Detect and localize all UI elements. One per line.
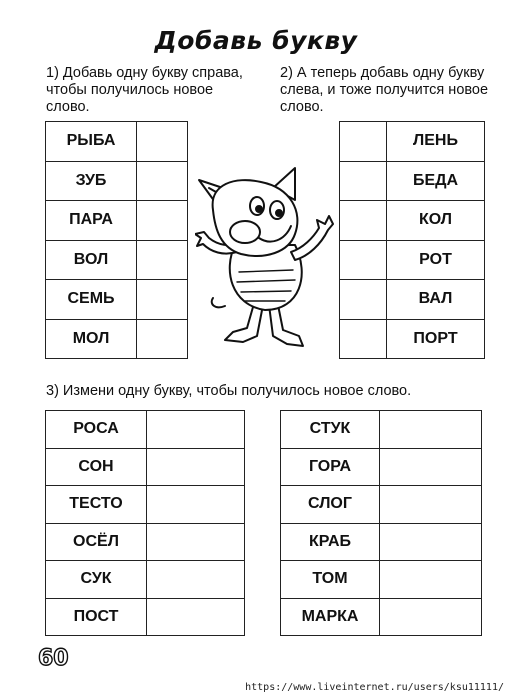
table-row bbox=[281, 448, 482, 486]
task1-instruction: 1) Добавь одну букву справа, чтобы получилось новое слово. bbox=[46, 65, 243, 115]
word-cell: СЛОГ bbox=[281, 486, 380, 524]
table-row bbox=[46, 280, 188, 320]
task2-table bbox=[339, 121, 485, 359]
task2-instruction: 2) А теперь добавь одну букву слева, и тоже получится новое слово. bbox=[280, 65, 489, 115]
table-row bbox=[281, 486, 482, 524]
page-title: Добавь букву bbox=[154, 26, 358, 55]
table-row bbox=[46, 122, 188, 162]
answer-cell[interactable] bbox=[380, 486, 482, 524]
task3-right-table bbox=[280, 410, 482, 636]
answer-cell[interactable] bbox=[380, 598, 482, 636]
answer-cell[interactable] bbox=[147, 448, 245, 486]
word-cell: КОЛ bbox=[387, 201, 485, 241]
word-cell: ПОСТ bbox=[46, 598, 147, 636]
task3-instruction: 3) Измени одну букву, чтобы получилось новое слово. bbox=[46, 383, 412, 399]
word-cell: ЗУБ bbox=[46, 161, 137, 201]
answer-cell[interactable] bbox=[380, 561, 482, 599]
word-cell: ЛЕНЬ bbox=[387, 122, 485, 162]
table-row bbox=[340, 201, 485, 241]
word-cell: ВАЛ bbox=[387, 280, 485, 320]
table-row bbox=[340, 280, 485, 320]
answer-cell[interactable] bbox=[137, 240, 188, 280]
task3-left-table bbox=[45, 410, 245, 636]
word-cell: СТУК bbox=[281, 411, 380, 449]
table-row bbox=[340, 319, 485, 359]
word-cell: ВОЛ bbox=[46, 240, 137, 280]
word-cell: БЕДА bbox=[387, 161, 485, 201]
answer-cell[interactable] bbox=[147, 561, 245, 599]
table-row bbox=[46, 598, 245, 636]
word-cell: РОСА bbox=[46, 411, 147, 449]
word-cell: МАРКА bbox=[281, 598, 380, 636]
answer-cell[interactable] bbox=[340, 122, 387, 162]
answer-cell[interactable] bbox=[340, 240, 387, 280]
table-row bbox=[46, 486, 245, 524]
word-cell: СЕМЬ bbox=[46, 280, 137, 320]
answer-cell[interactable] bbox=[380, 448, 482, 486]
answer-cell[interactable] bbox=[340, 280, 387, 320]
table-row bbox=[281, 598, 482, 636]
table-row bbox=[46, 411, 245, 449]
table-row bbox=[281, 523, 482, 561]
word-cell: ТЕСТО bbox=[46, 486, 147, 524]
table-row bbox=[340, 161, 485, 201]
cartoon-mascot-illustration bbox=[195, 160, 340, 355]
word-cell: СОН bbox=[46, 448, 147, 486]
table-row bbox=[46, 561, 245, 599]
answer-cell[interactable] bbox=[147, 411, 245, 449]
word-cell: ОСЁЛ bbox=[46, 523, 147, 561]
table-row bbox=[46, 319, 188, 359]
answer-cell[interactable] bbox=[137, 122, 188, 162]
word-cell: МОЛ bbox=[46, 319, 137, 359]
watermark-url: https://www.liveinternet.ru/users/ksu11111/ bbox=[245, 682, 504, 693]
word-cell: ТОМ bbox=[281, 561, 380, 599]
answer-cell[interactable] bbox=[380, 523, 482, 561]
table-row bbox=[46, 448, 245, 486]
word-cell: ПАРА bbox=[46, 201, 137, 241]
answer-cell[interactable] bbox=[137, 161, 188, 201]
answer-cell[interactable] bbox=[137, 280, 188, 320]
word-cell: СУК bbox=[46, 561, 147, 599]
page-number: 60 bbox=[38, 646, 69, 671]
table-row bbox=[340, 240, 485, 280]
word-cell: КРАБ bbox=[281, 523, 380, 561]
answer-cell[interactable] bbox=[340, 161, 387, 201]
answer-cell[interactable] bbox=[147, 523, 245, 561]
word-cell: ПОРТ bbox=[387, 319, 485, 359]
word-cell: ГОРА bbox=[281, 448, 380, 486]
answer-cell[interactable] bbox=[340, 319, 387, 359]
word-cell: РОТ bbox=[387, 240, 485, 280]
table-row bbox=[281, 411, 482, 449]
answer-cell[interactable] bbox=[137, 201, 188, 241]
answer-cell[interactable] bbox=[147, 598, 245, 636]
table-row bbox=[46, 523, 245, 561]
word-cell: РЫБА bbox=[46, 122, 137, 162]
task1-table bbox=[45, 121, 188, 359]
answer-cell[interactable] bbox=[147, 486, 245, 524]
answer-cell[interactable] bbox=[340, 201, 387, 241]
table-row bbox=[340, 122, 485, 162]
table-row bbox=[46, 201, 188, 241]
table-row bbox=[46, 240, 188, 280]
answer-cell[interactable] bbox=[137, 319, 188, 359]
table-row bbox=[281, 561, 482, 599]
table-row bbox=[46, 161, 188, 201]
answer-cell[interactable] bbox=[380, 411, 482, 449]
